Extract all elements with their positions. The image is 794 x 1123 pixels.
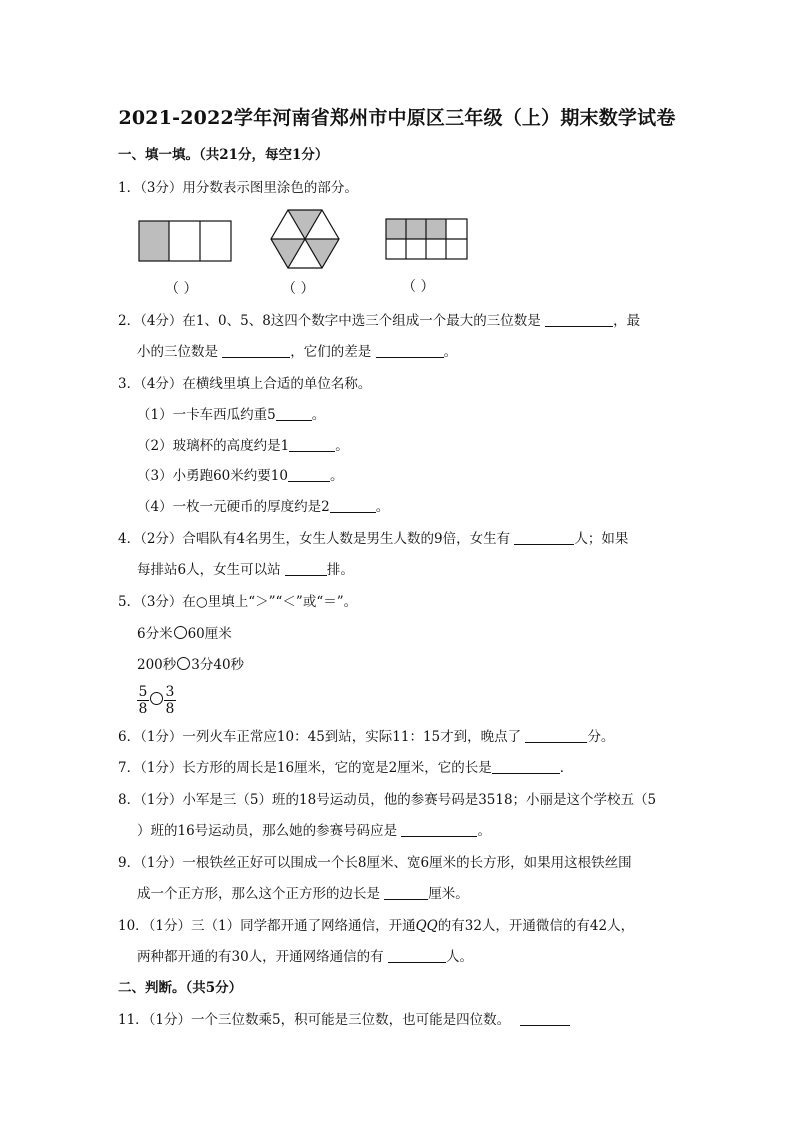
answer-blank[interactable] [525,728,587,743]
figure-hexagon-sixths [270,208,340,270]
question-3-item-text: （1）一卡车西瓜约重5 [137,407,276,423]
question-5: 5．（3分）在○里填上“＞”“＜”或“＝”。 [118,594,358,610]
question-9-end: 厘米。 [428,886,469,902]
compare-right: 60厘米 [187,626,232,642]
period: 。 [329,468,344,484]
question-2-end: ，最 [613,313,641,329]
question-4-text: 4．（2分）合唱队有4名男生，女生人数是男生人数的9倍，女生有 [118,531,511,547]
question-7-end: ． [559,760,574,776]
fraction-left [137,684,149,717]
question-1: 1．（3分）用分数表示图里涂色的部分。 [118,180,358,196]
question-4-end: 人；如果 [574,531,629,547]
question-2-text-3: ，它们的差是 [290,344,372,360]
answer-blank[interactable] [222,343,290,358]
question-11-text: 11．（1分）一个三位数乘5，积可能是三位数，也可能是四位数。 [118,1012,511,1028]
section-2-heading: 二、判断。（共5分） [118,980,243,996]
question-3-item-4 [137,497,389,517]
question-9-line-1: 9．（1分）一根铁丝正好可以围成一个长8厘米、宽6厘米的长方形，如果用这根铁丝围 [118,855,632,871]
question-3-item-3 [137,466,343,486]
compare-circle[interactable] [177,657,190,670]
answer-blank[interactable] [289,437,335,452]
answer-blank[interactable] [285,561,327,576]
answer-blank[interactable] [401,822,477,837]
denominator: 8 [165,701,175,717]
question-11 [118,1010,570,1030]
question-4-line-2 [137,560,354,580]
question-4-end-2: 排。 [326,562,354,578]
numerator: 3 [165,684,175,700]
question-7-text: 7．（1分）长方形的周长是16厘米，它的宽是2厘米，它的长是 [118,760,492,776]
question-8-text-2: ）班的16号运动员，那么她的参赛号码应是 [137,823,398,839]
answer-blank[interactable] [288,467,330,482]
compare-left: 200秒 [137,657,177,673]
denominator: 8 [138,701,148,717]
fraction-right [164,684,176,717]
answer-blank[interactable] [545,312,613,327]
answer-blank[interactable] [520,1011,570,1026]
answer-paren-2: （ ） [282,281,315,297]
question-3-item-text: （2）玻璃杯的高度约是1 [137,438,290,454]
question-7 [118,758,573,778]
question-3: 3．（4分）在横线里填上合适的单位名称。 [118,376,372,392]
answer-blank[interactable] [388,948,446,963]
compare-circle[interactable] [150,692,163,705]
numerator: 5 [138,684,148,700]
question-10-line-1 [118,916,634,936]
answer-paren-1: （ ） [165,281,198,297]
question-4-line-1 [118,529,628,549]
answer-blank[interactable] [276,406,312,421]
answer-blank[interactable] [492,759,560,774]
question-3-item-1 [137,405,325,425]
compare-left: 6分米 [137,626,173,642]
question-8-line-1: 8．（1分）小军是三（5）班的18号运动员，他的参赛号码是3518；小丽是这个学校五（5 [118,792,657,808]
answer-blank[interactable] [330,498,376,513]
question-2-line-1 [118,311,640,331]
answer-blank[interactable] [514,530,574,545]
question-8-line-2 [137,821,491,841]
question-4-text-2: 每排站6人，女生可以站 [137,562,281,578]
figure-rectangle-thirds [138,220,233,262]
figure-grid-eighths [385,218,469,260]
page-title: 2021-2022学年河南省郑州市中原区三年级（上）期末数学试卷 [118,107,676,129]
question-6-end: 分。 [587,729,615,745]
question-6-text: 6．（1分）一列火车正常应10：45到站，实际11：15才到，晚点了 [118,729,522,745]
question-2-end-2: 。 [443,344,458,360]
question-10-end: 人。 [445,949,473,965]
question-9-text-2: 成一个正方形，那么这个正方形的边长是 [137,886,380,902]
question-8-end: 。 [477,823,491,839]
question-3-item-text: （3）小勇跑60米约要10 [137,468,288,484]
answer-blank[interactable] [376,343,444,358]
qq-label: QQ [415,918,438,934]
question-10-text: 10．（1分）三（1）同学都开通了网络通信，开通 [118,918,416,934]
question-10-text-b: 的有32人，开通微信的有42人， [437,918,635,934]
question-6 [118,727,614,747]
answer-blank[interactable] [384,885,428,900]
answer-paren-3: （ ） [402,279,435,295]
compare-circle[interactable] [174,626,187,639]
compare-c [137,684,176,717]
question-10-text-2: 两种都开通的有30人，开通网络通信的有 [137,949,384,965]
period: 。 [375,499,390,515]
section-1-heading: 一、填一填。（共21分，每空1分） [118,147,329,163]
compare-right: 3分40秒 [191,657,245,673]
compare-a [137,624,232,644]
period: 。 [335,438,349,454]
question-2-text: 2．（4分）在1、0、5、8这四个数字中选三个组成一个最大的三位数是 [118,313,541,329]
question-10-line-2 [137,947,473,967]
question-3-item-2 [137,436,349,456]
period: 。 [311,407,326,423]
question-9-line-2 [137,884,469,904]
compare-b [137,655,244,675]
question-2-text-2: 小的三位数是 [137,344,218,360]
question-2-line-2 [137,342,457,362]
question-3-item-text: （4）一枚一元硬币的厚度约是2 [137,499,330,515]
